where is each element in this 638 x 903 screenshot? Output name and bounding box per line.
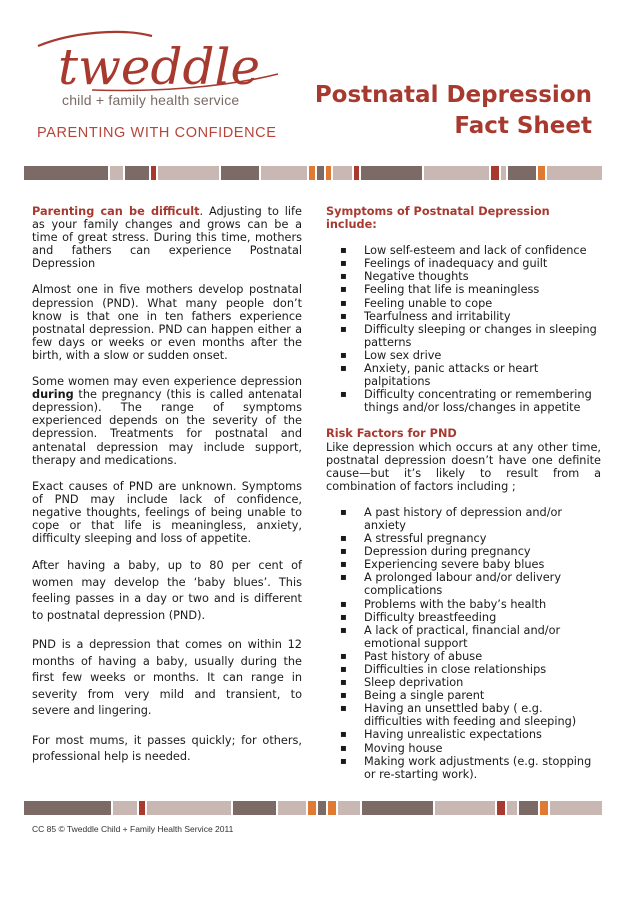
- list-item: ▪ Sleep deprivation: [326, 676, 601, 689]
- list-item: ▪ Negative thoughts: [326, 270, 601, 283]
- left-column: [32, 205, 302, 779]
- list-item: ▪ Tearfulness and irritability: [326, 310, 601, 323]
- symptoms-list: [326, 244, 601, 414]
- list-item: ▪ Feeling unable to cope: [326, 297, 601, 310]
- list-item: ▪ Anxiety, panic attacks or heart palpitations: [326, 362, 601, 388]
- list-item: ▪ Low self-esteem and lack of confidence: [326, 244, 601, 257]
- list-item: ▪ Depression during pregnancy: [326, 545, 601, 558]
- list-item: ▪ Feeling that life is meaningless: [326, 283, 601, 296]
- symptoms-heading: Symptoms of Postnatal Depression include:: [326, 205, 550, 232]
- list-item: ▪ A past history of depression and/or anxiety: [326, 506, 601, 532]
- list-item: ▪ Feelings of inadequacy and guilt: [326, 257, 601, 270]
- right-column: [326, 205, 601, 794]
- page-title: [315, 80, 592, 142]
- logo-subtitle: child + family health service: [62, 92, 240, 108]
- svg-text:tweddle: tweddle: [58, 38, 261, 96]
- list-item: ▪ Difficulties in close relationships: [326, 663, 601, 676]
- list-item: ▪ Problems with the baby’s health: [326, 598, 601, 611]
- list-item: ▪ Moving house: [326, 742, 601, 755]
- list-item: ▪ Low sex drive: [326, 349, 601, 362]
- footer-copyright: CC 85 © Tweddle Child + Family Health Service 2011: [32, 824, 234, 834]
- list-item: ▪ A stressful pregnancy: [326, 532, 601, 545]
- list-item: ▪ A lack of practical, financial and/or emotional support: [326, 624, 601, 650]
- list-item: ▪ Past history of abuse: [326, 650, 601, 663]
- list-item: ▪ Experiencing severe baby blues: [326, 558, 601, 571]
- risk-factors-list: [326, 506, 601, 781]
- list-item: ▪ Difficulty sleeping or changes in sleeping patterns: [326, 323, 601, 349]
- list-item: ▪ Being a single parent: [326, 689, 601, 702]
- list-item: ▪ Having an unsettled baby ( e.g. difficulties with feeding and sleeping): [326, 702, 601, 728]
- paragraph-pnd-definition: PND is a depression that comes on within 12 months of having a baby, usually during the first few weeks or months. It can range in severity from very mild and transient, to severe and lingering.: [32, 638, 302, 718]
- paragraph-help: For most mums, it passes quickly; for others, professional help is needed.: [32, 733, 302, 764]
- list-item: ▪ Making work adjustments (e.g. stopping or re-starting work).: [326, 755, 601, 781]
- paragraph-baby-blues: After having a baby, up to 80 per cent of women may develop the ‘baby blues’. This feeling passes in a day or two and is different to postnatal depression (PND).: [32, 559, 302, 622]
- title-line-2: Fact Sheet: [454, 113, 592, 139]
- paragraph-causes: Exact causes of PND are unknown. Symptoms of PND may include lack of confidence, negative thoughts, feelings of being unable to cope or that life is meaningless, anxiety, difficulty sleeping and loss of appetite.: [32, 479, 302, 546]
- list-item: ▪ Difficulty concentrating or remembering things and/or loss/changes in appetite: [326, 388, 601, 414]
- tagline: PARENTING WITH CONFIDENCE: [37, 125, 277, 141]
- list-item: ▪ Having unrealistic expectations: [326, 728, 601, 741]
- decorative-stripe-top: [24, 166, 602, 180]
- intro-paragraph: Parenting can be difficult. Adjusting to life as your family changes and grows can be a time of great stress. During this time, mothers and fathers can experience Postnatal Depression: [32, 205, 302, 271]
- decorative-stripe-bottom: [24, 801, 602, 815]
- risk-factors-heading: Risk Factors for PND: [326, 427, 457, 441]
- risk-factors-intro: Like depression which occurs at any other time, postnatal depression doesn’t have one definite cause—but it’s likely to result from a combination of factors including ;: [326, 440, 601, 493]
- list-item: ▪ Difficulty breastfeeding: [326, 611, 601, 624]
- list-item: ▪ A prolonged labour and/or delivery complications: [326, 571, 601, 597]
- paragraph-antenatal: Some women may even experience depression during the pregnancy (this is called antenatal depression). The range of symptoms experienced depends on the severity of the depression. Treatments for postnatal and antenatal depression may include support, therapy and medications.: [32, 375, 302, 467]
- title-line-1: Postnatal Depression: [314, 82, 592, 108]
- paragraph-prevalence: Almost one in five mothers develop postnatal depression (PND). What many people don’t know is that one in ten fathers experience postnatal depression. PND can happen either a few days or weeks or even months after the birth, with a slow or sudden onset.: [32, 283, 302, 362]
